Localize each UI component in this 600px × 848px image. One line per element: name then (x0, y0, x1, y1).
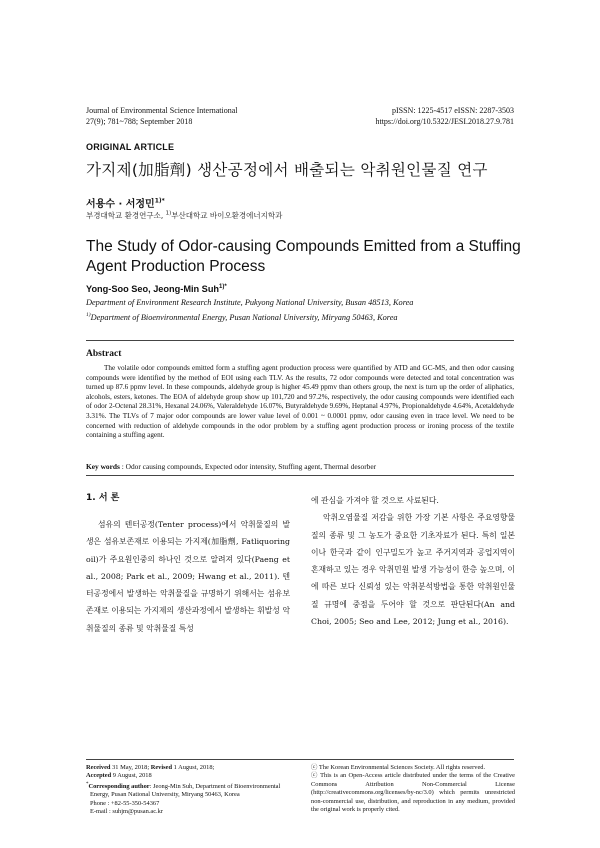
abstract-bottom-divider (86, 475, 514, 476)
keywords-label: Key words (86, 462, 120, 471)
korean-author-names: 서용수 · 서정민 (86, 199, 155, 210)
corresponding-author: *Corresponding author: Jeong-Min Suh, Department of Bioenvironmental (86, 781, 281, 790)
body-column-left (86, 516, 290, 637)
korean-affiliation: 부경대학교 환경연구소, $^{1)}$부산대학교 바이오환경에너지학과 (86, 210, 283, 220)
english-title: The Study of Odor-causing Compounds Emitted from a Stuffing Agent Production Process (86, 238, 521, 275)
abstract-top-divider (86, 340, 514, 341)
corresponding-phone: Phone : +82-55-350-54367 (90, 799, 160, 807)
license-notice: ⓒ This is an Open-Access article distributed under the terms of the Creative Commons Attribution Non-Commercial License (http://creativecommons.org/licenses/by-nc/3.0) which permits unrestricted non-commercial use, distribution, and reproduction in any medium, provided the original work is properly cited. (311, 772, 515, 814)
journal-volume: 27(9); 781~788; September 2018 (86, 116, 193, 126)
footer-article-info (86, 764, 292, 817)
copyright-notice: ⓒ The Korean Environmental Sciences Society. All rights reserved. (311, 764, 486, 771)
corresponding-address: Energy, Pusan National University, Miryang 50463, Korea (90, 791, 240, 799)
english-authors: Yong-Soo Seo, Jeong-Min Suh$^{1)*}$ (86, 284, 227, 295)
article-type: ORIGINAL ARTICLE (86, 142, 175, 152)
journal-name: Journal of Environmental Science International (86, 106, 238, 115)
accepted-date: Accepted 9 August, 2018 (86, 772, 152, 780)
journal-header-left (86, 106, 238, 127)
journal-header-right (375, 106, 514, 127)
section-heading-introduction: 1. 서 론 (86, 493, 120, 503)
english-affiliations (86, 297, 413, 324)
doi-link[interactable]: https://doi.org/10.5322/JESI.2018.27.9.781 (375, 116, 514, 126)
affiliation-1: Department of Environment Research Institute, Pukyong National University, Busan 48513, Korea (86, 298, 414, 307)
keywords-list: : Odor causing compounds, Expected odor intensity, Stuffing agent, Thermal desorber (119, 462, 377, 471)
body-column-right (311, 492, 515, 630)
korean-authors (86, 195, 165, 210)
keywords (86, 462, 376, 471)
intro-paragraph-1-continued: 에 관심을 가져야 할 것으로 사료된다. (311, 496, 439, 505)
korean-author-sup: 1)* (154, 197, 165, 205)
footer-license (311, 764, 515, 814)
abstract-heading: Abstract (86, 349, 122, 359)
corresponding-email[interactable]: E-mail : suhjm@pusan.ac.kr (90, 808, 163, 816)
abstract-text: The volatile odor compounds emitted form a stuffing agent production process were quantified by ATD and GC-MS, and then odor causing compounds were identified by the method of EOI using each TLV. As the results, 72 odor compounds were detected and total concentration was turned up 87.6 ppmv level. In these compounds, aldehyde group is higher 45.49 ppmv than others group, the next is turn up the order of aliphatics, alcohols, esters, ketones. The EOA of aldehyde group show up 101,720 and 97.2%, respectively, the odor causing compounds were identified each of odor 2-Octenal 28.31%, Hexanal 24.06%, Valeraldehyde 16.07%, Butyraldehyde 9.69%, Heptanal 4.97%, Propionaldehyde 4.64%, Acetaldehyde 3.31%. The TLVs of 7 major odor compounds are lower value level of 0.001 ~ 0.0001 ppmv, odor causing even in trace level. We need to be concerned with reduction of aldehyde compounds in the odor problem by a stuffing agent production process or ironing process of the textile containing a stuffing agent. (86, 364, 514, 440)
intro-paragraph-2: 악취오염물질 저감을 위한 가장 기본 사항은 주요영향물질의 종류 및 그 농도가 중요한 기초자료가 된다. 특히 일본이나 한국과 같이 인구밀도가 높고 주거지역과 공업지역이 혼재하고 있는 경우 악취민원 발생 가능성이 한층 높으며, 이에 따른 보다 신뢰성 있는 악취분석방법을 통한 악취원인물질 규명에 중점을 두어야 할 것으로 판단된다(An and Choi, 2005; Seo and Lee, 2012; Jung et al., 2016). (311, 513, 515, 627)
intro-paragraph-1: 섬유의 텐터공정(Tenter process)에서 악취물질의 발생은 섬유보존재로 이용되는 가지제(加脂劑, Fatliquoring oil)가 주요원인중의 하나인 것으로 알려져 있다(Paeng et al., 2008; Park et al., 2009; Hwang et al., 2011). 텐터공정에서 발생하는 악취물질을 규명하기 위해서는 섬유보존재로 이용되는 가지제의 생산과정에서 발생하는 휘발성 악취물질의 종류 및 악취물질 특성 (86, 520, 290, 633)
korean-title: 가지제(加脂劑) 생산공정에서 배출되는 악취원인물질 연구 (86, 161, 488, 179)
received-dates: Received 31 May, 2018; Revised 1 August, 2018; (86, 764, 215, 771)
affiliation-2: $^{1)}$Department of Bioenvironmental Energy, Pusan National University, Miryang 50463, Korea (86, 312, 398, 322)
footer-divider (86, 759, 514, 760)
issn: pISSN: 1225-4517 eISSN: 2287-3503 (391, 106, 514, 115)
